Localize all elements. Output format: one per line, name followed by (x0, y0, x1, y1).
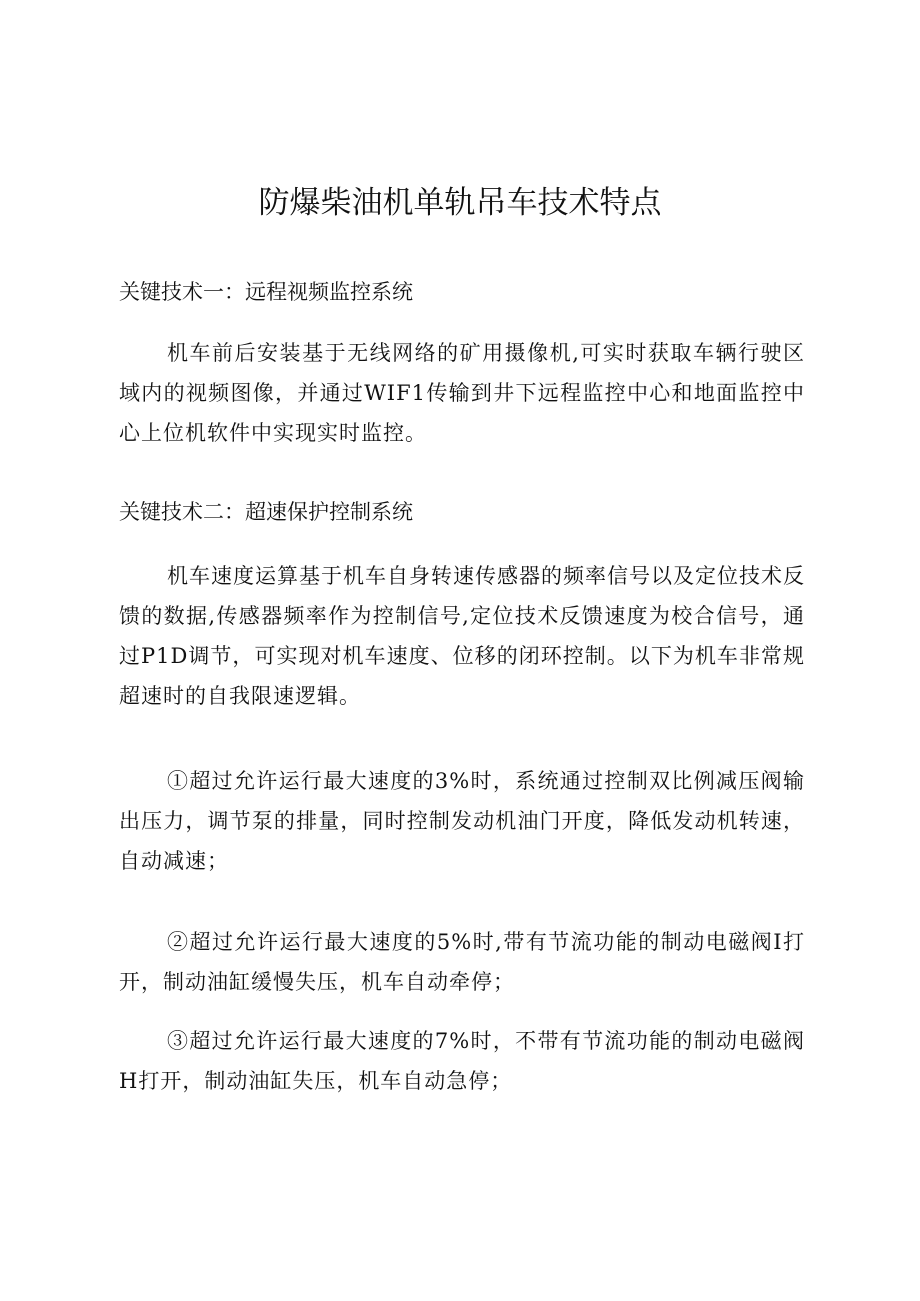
section-body-overspeed: 机车速度运算基于机车自身转速传感器的频率信号以及定位技术反馈的数据,传感器频率作为控制信号,定位技术反馈速度为校合信号，通过P1D调节，可实现对机车速度、位移的闭环控制。以下为机车非常规超速时的自我限速逻辑。 (119, 564, 805, 708)
section-heading-overspeed: 关键技术二：超速保护控制系统 (119, 500, 413, 524)
section-body-remote-video: 机车前后安装基于无线网络的矿用摄像机,可实时获取车辆行驶区域内的视频图像，并通过WIF1传输到井下远程监控中心和地面监控中心上位机软件中实现实时监控。 (119, 341, 805, 445)
section-heading-remote-video: 关键技术一：远程视频监控系统 (119, 280, 413, 304)
list-item: ③超过允许运行最大速度的7%时，不带有节流功能的制动电磁阀H打开，制动油缸失压，机车自动急停； (119, 1029, 805, 1093)
list-item: ①超过允许运行最大速度的3%时，系统通过控制双比例减压阀输出压力，调节泵的排量，同时控制发动机油门开度，降低发动机转速，自动减速； (119, 769, 805, 873)
list-item: ②超过允许运行最大速度的5%时,带有节流功能的制动电磁阀I打开，制动油缸缓慢失压，机车自动牵停； (119, 930, 805, 994)
page-title: 防爆柴油机单轨吊车技术特点 (258, 185, 662, 221)
